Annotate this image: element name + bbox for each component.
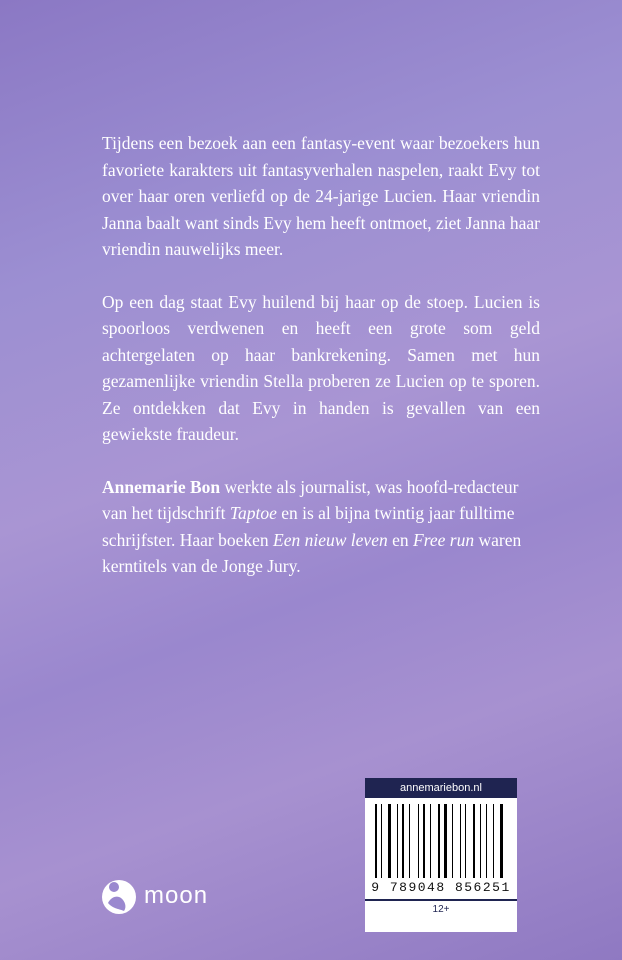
back-cover-blurb: [102, 130, 540, 606]
barcode-bar: [381, 804, 382, 878]
barcode-bar: [493, 804, 494, 878]
barcode-bar: [428, 804, 429, 878]
barcode-bar: [496, 804, 497, 878]
barcode-panel: [365, 778, 517, 932]
barcode-bar: [397, 804, 398, 878]
barcode-bar: [444, 804, 447, 878]
barcode-bar: [375, 804, 377, 878]
blurb-paragraph-1: Tijdens een bezoek aan een fantasy-event waar bezoekers hun favoriete karakters uit fantasyverhalen naspelen, raakt Evy tot over haar oren verliefd op de 24-jarige Lucien. Haar vriendin Janna baalt want sinds Evy hem heeft ontmoet, ziet Janna haar vriendin nauwelijks meer.: [102, 133, 540, 259]
barcode-bar: [441, 804, 442, 878]
barcode-bar: [402, 804, 404, 878]
publisher-logo: [100, 876, 208, 916]
barcode-bar: [407, 804, 409, 878]
barcode-bar: [430, 804, 431, 878]
barcode-bar: [473, 804, 475, 878]
barcode-bar: [486, 804, 487, 878]
barcode-bar: [412, 804, 415, 878]
book-title-1: Een nieuw leven: [273, 529, 388, 550]
barcode-bar: [378, 804, 379, 878]
magazine-title: Taptoe: [229, 503, 277, 523]
barcode-bar: [477, 804, 478, 878]
barcode-bar: [504, 804, 505, 878]
barcode-bar: [385, 804, 387, 878]
barcode-bar: [462, 804, 463, 878]
moon-logo-icon: [100, 876, 138, 916]
barcode-bar: [500, 804, 503, 878]
barcode-bar: [399, 804, 400, 878]
age-rating: 12+: [432, 904, 450, 915]
isbn-barcode: [375, 804, 507, 878]
barcode-bar: [433, 804, 435, 878]
barcode-bar: [469, 804, 472, 878]
barcode-bar: [452, 804, 453, 878]
bio-text-c: en: [387, 529, 414, 550]
barcode-bar: [490, 804, 492, 878]
barcode-bar: [480, 804, 481, 878]
author-website: annemariebon.nl: [365, 778, 517, 798]
publisher-name: moon: [144, 882, 209, 909]
barcode-bar: [465, 804, 466, 878]
author-name: Annemarie Bon: [102, 476, 221, 497]
barcode-bar: [409, 804, 410, 878]
barcode-bar: [420, 804, 421, 878]
barcode-bar: [438, 804, 440, 878]
author-bio: [102, 474, 540, 580]
barcode-bar: [455, 804, 457, 878]
barcode-bar: [388, 804, 391, 878]
book-title-2: Free run: [413, 529, 475, 550]
barcode-bar: [460, 804, 461, 878]
isbn-number: 9 789048 856251: [371, 880, 511, 895]
divider: [365, 899, 517, 901]
barcode-bar: [418, 804, 419, 878]
barcode-bar: [393, 804, 394, 878]
bio-text-a: werkte als journalist, was hoofd-redacteur van het tijdschrift: [102, 476, 519, 523]
barcode-bar: [450, 804, 451, 878]
blurb-paragraph-2: Op een dag staat Evy huilend bij haar op de stoep. Lucien is spoorloos verdwenen en heeft een grote som geld achtergelaten op haar bankrekening. Samen met hun gezamenlijke vriendin Stella proberen ze Lucien op te sporen. Ze ontdekken dat Evy in handen is gevallen van een gewiekste fraudeur.: [102, 291, 540, 444]
barcode-bar: [482, 804, 484, 878]
bio-text-d: waren kerntitels van de Jonge Jury.: [102, 529, 522, 576]
bio-text-b: en is al bijna twintig jaar fulltime schrijfster. Haar boeken: [102, 503, 515, 550]
barcode-bar: [423, 804, 425, 878]
